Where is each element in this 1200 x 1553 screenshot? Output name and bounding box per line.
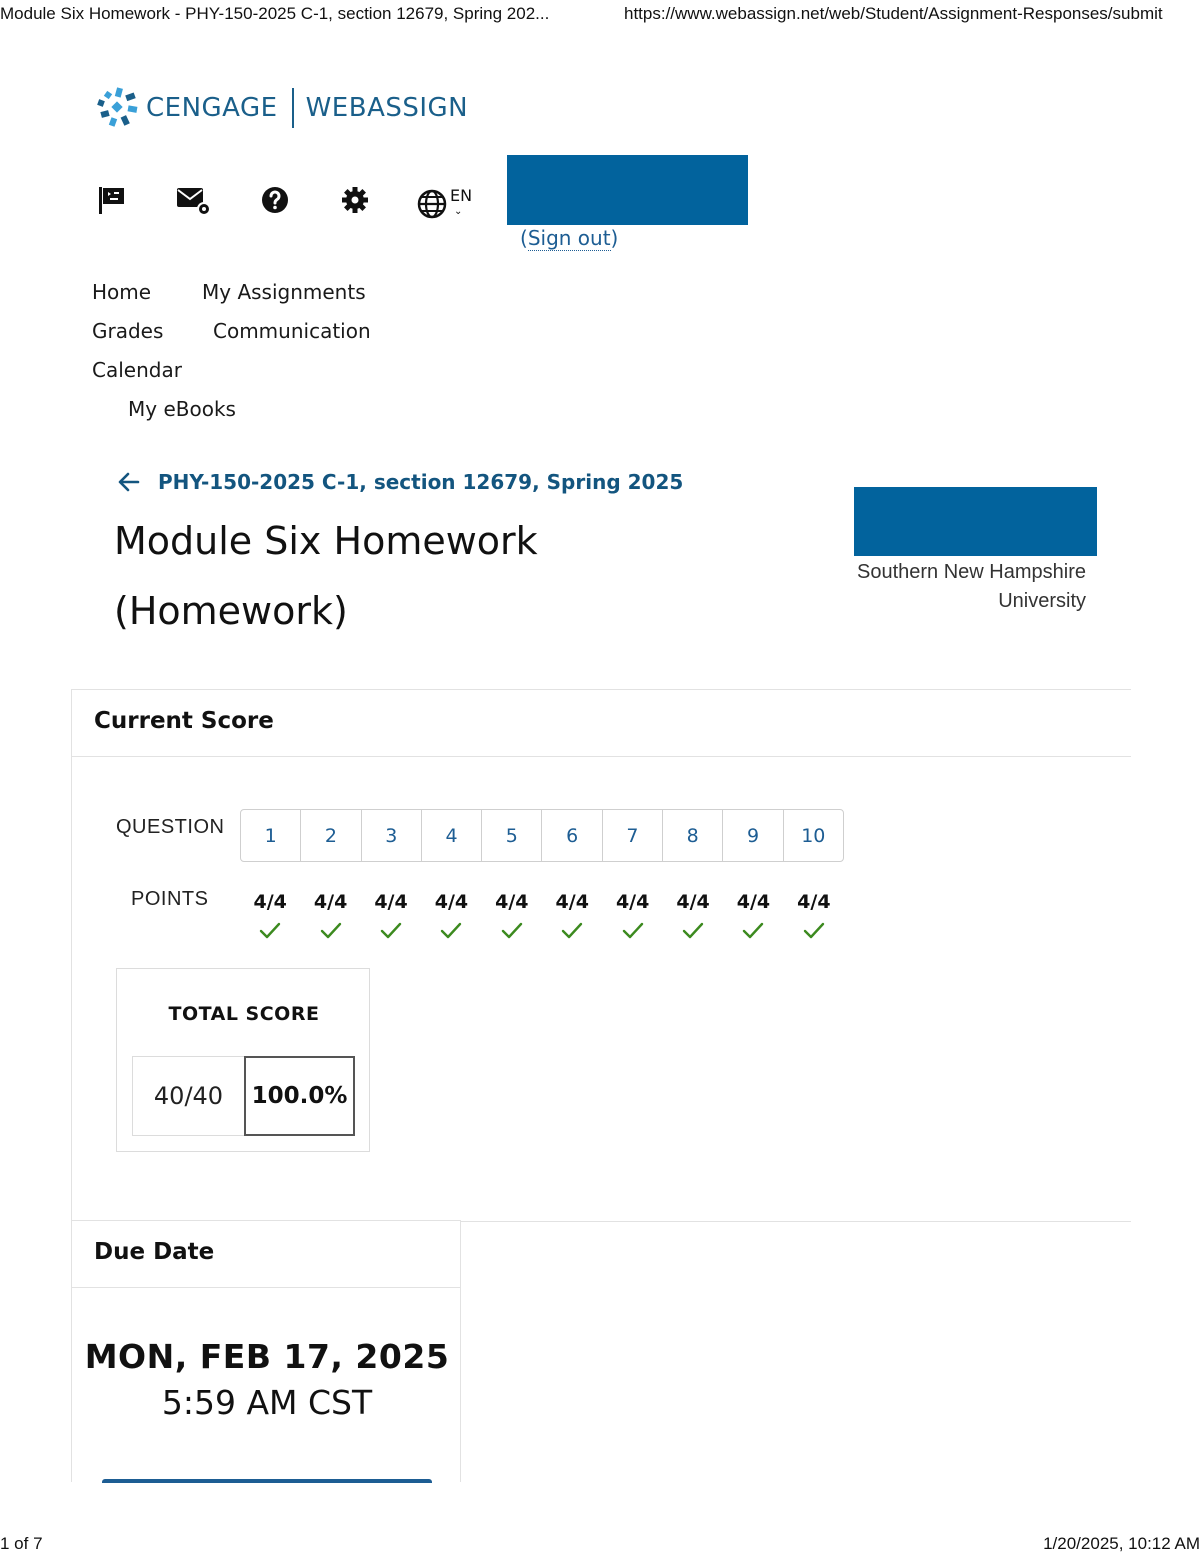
globe-icon (416, 188, 448, 220)
points-cell (723, 888, 783, 948)
messages-settings-icon[interactable] (176, 182, 212, 218)
school-name-line1: Southern New Hampshire (857, 561, 1086, 583)
print-page-title: Module Six Homework - PHY-150-2025 C-1, section 12679, Spring 202... (0, 4, 550, 23)
checkmark-icon (621, 920, 645, 942)
question-button[interactable]: 9 (723, 810, 783, 861)
points-value: 4/4 (253, 891, 287, 913)
question-navigator (240, 809, 844, 862)
nav-communication[interactable]: Communication (213, 319, 371, 343)
print-footer (0, 1534, 1200, 1553)
announcements-icon[interactable] (94, 182, 130, 218)
points-value: 4/4 (676, 891, 710, 913)
total-score-raw: 40/40 (132, 1056, 244, 1136)
nav-calendar[interactable]: Calendar (92, 358, 182, 382)
language-selector[interactable] (416, 184, 476, 224)
due-date-card (71, 1220, 461, 1482)
logo-divider (292, 88, 294, 128)
question-row-label: QUESTION (116, 816, 225, 838)
question-button[interactable]: 8 (663, 810, 723, 861)
points-cell (542, 888, 602, 948)
due-time-value: 5:59 AM CST (161, 1383, 373, 1422)
checkmark-icon (439, 920, 463, 942)
nav-home[interactable]: Home (92, 280, 152, 304)
print-timestamp: 1/20/2025, 10:12 AM (1043, 1534, 1200, 1553)
page-title (114, 506, 714, 646)
arrow-left-icon (116, 469, 142, 495)
chevron-down-icon: ⌄ (454, 206, 463, 217)
question-button[interactable]: 1 (241, 810, 301, 861)
question-button[interactable]: 2 (301, 810, 361, 861)
sign-out-link[interactable]: (Sign out) (520, 226, 619, 250)
checkmark-icon (560, 920, 584, 942)
points-cell (482, 888, 542, 948)
logo-webassign-text: WEBASSIGN (305, 93, 469, 123)
points-cell (361, 888, 421, 948)
school-name-line2: University (998, 590, 1086, 612)
question-button[interactable]: 6 (542, 810, 602, 861)
cengage-webassign-logo[interactable] (96, 86, 468, 130)
points-row-label: POINTS (131, 888, 209, 910)
due-date-value: MON, FEB 17, 2025 (84, 1337, 450, 1376)
question-button[interactable]: 10 (801, 824, 826, 847)
points-value: 4/4 (495, 891, 529, 913)
question-button[interactable]: 7 (603, 810, 663, 861)
print-page-count: 1 of 7 (0, 1534, 43, 1553)
nav-my-assignments[interactable]: My Assignments (202, 280, 366, 304)
help-icon[interactable] (257, 182, 293, 218)
question-button[interactable]: 4 (422, 810, 482, 861)
points-row (240, 888, 844, 948)
points-cell (784, 888, 844, 948)
assignment-title: Module Six Homework (114, 519, 538, 563)
checkmark-icon (319, 920, 343, 942)
assignment-type: (Homework) (114, 589, 348, 633)
current-score-heading: Current Score (72, 690, 1131, 757)
language-code: EN (450, 186, 473, 205)
question-button[interactable]: 3 (362, 810, 422, 861)
checkmark-icon (802, 920, 826, 942)
print-page-url: https://www.webassign.net/web/Student/Assignment-Responses/submit (624, 4, 1163, 23)
checkmark-icon (681, 920, 705, 942)
course-back-link[interactable] (116, 469, 683, 495)
school-name (820, 558, 1086, 616)
nav-grades[interactable]: Grades (92, 319, 164, 343)
nav-my-ebooks[interactable]: My eBooks (128, 397, 236, 421)
redacted-school-logo (854, 487, 1097, 556)
points-value: 4/4 (313, 891, 348, 913)
points-value: 4/4 (555, 891, 589, 913)
points-cell (300, 888, 360, 948)
total-score-label: TOTAL SCORE (168, 1003, 320, 1025)
points-value: 4/4 (736, 891, 771, 913)
points-value: 4/4 (374, 891, 408, 913)
points-value: 4/4 (797, 891, 831, 913)
due-date-action-bar[interactable] (102, 1479, 432, 1483)
checkmark-icon (500, 920, 524, 942)
checkmark-icon (258, 920, 282, 942)
settings-icon[interactable] (337, 182, 373, 218)
points-cell (240, 888, 300, 948)
total-score-percent: 100.0% (244, 1056, 355, 1136)
checkmark-icon (741, 920, 765, 942)
redacted-user-name (507, 155, 748, 225)
points-cell (602, 888, 662, 948)
points-cell (663, 888, 723, 948)
total-score-box (116, 968, 370, 1152)
due-date-heading: Due Date (72, 1221, 460, 1288)
print-header (0, 2, 1200, 26)
question-button[interactable]: 5 (482, 810, 542, 861)
course-name: PHY-150-2025 C-1, section 12679, Spring 2025 (158, 470, 684, 494)
sign-out-label: Sign out (527, 226, 611, 250)
points-cell (421, 888, 481, 948)
cengage-logo-icon (96, 86, 140, 130)
points-value: 4/4 (615, 891, 650, 913)
points-value: 4/4 (434, 891, 469, 913)
logo-cengage-text: CENGAGE (146, 93, 278, 123)
checkmark-icon (379, 920, 403, 942)
